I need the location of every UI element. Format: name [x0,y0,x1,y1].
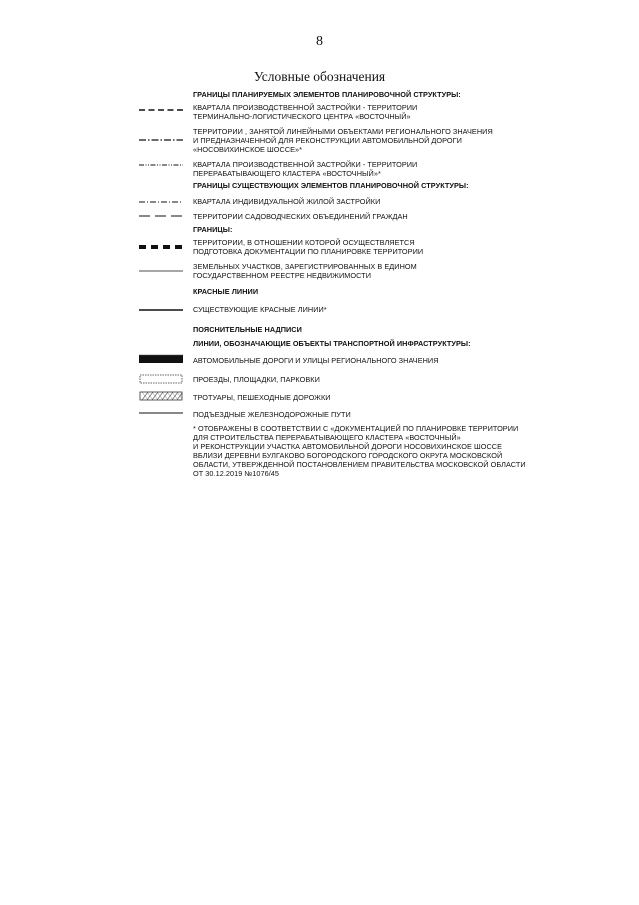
legend-item-existing-red-lines: СУЩЕСТВУЮЩИЕ КРАСНЫЕ ЛИНИИ* [193,305,327,314]
symbol-dash-dot-dot-line [139,158,183,172]
symbol-dash-dot-line [139,133,183,147]
legend-item-planning-territory-2: ПОДГОТОВКА ДОКУМЕНТАЦИИ ПО ПЛАНИРОВКЕ ТЕРРИТОРИИ [193,247,424,256]
legend-item-garden-associations: ТЕРРИТОРИИ САДОВОДЧЕСКИХ ОБЪЕДИНЕНИЙ ГРАЖДАН [193,212,408,221]
footnote-line-1: * ОТОБРАЖЕНЫ В СООТВЕТСТВИИ С «ДОКУМЕНТАЦИЕЙ ПО ПЛАНИРОВКЕ ТЕРРИТОРИИ [193,424,519,433]
legend-item-planning-territory-1: ТЕРРИТОРИИ, В ОТНОШЕНИИ КОТОРОЙ ОСУЩЕСТВЛЯЕТСЯ [193,238,415,247]
transport-heading: ЛИНИИ, ОБОЗНАЧАЮЩИЕ ОБЪЕКТЫ ТРАНСПОРТНОЙ ИНФРАСТРУКТУРЫ: [193,339,471,348]
legend-title: Условные обозначения [253,69,386,84]
legend-item-industrial-quarter-1: КВАРТАЛА ПРОИЗВОДСТВЕННОЙ ЗАСТРОЙКИ - ТЕРРИТОРИИ [193,103,418,112]
planned-elements-heading: ГРАНИЦЫ ПЛАНИРУЕМЫХ ЭЛЕМЕНТОВ ПЛАНИРОВОЧНОЙ СТРУКТУРЫ: [193,90,461,99]
symbol-driveway-box [139,372,183,386]
footnote-line-3: И РЕКОНСТРУКЦИИ УЧАСТКА АВТОМОБИЛЬНОЙ ДОРОГИ НОСОВИХИНСКОЕ ШОССЕ [193,442,503,451]
symbol-dash-dot-long-line [139,195,183,209]
legend-item-railways: ПОДЪЕЗДНЫЕ ЖЕЛЕЗНОДОРОЖНЫЕ ПУТИ [193,410,351,419]
red-lines-heading: КРАСНЫЕ ЛИНИИ [193,287,259,296]
footnote-line-6: ОТ 30.12.2019 №1076/45 [193,469,280,478]
legend-item-processing-cluster-1: КВАРТАЛА ПРОИЗВОДСТВЕННОЙ ЗАСТРОЙКИ - ТЕРРИТОРИИ [193,160,418,169]
footnote-line-2: ДЛЯ СТРОИТЕЛЬСТВА ПЕРЕРАБАТЫВАЮЩЕГО КЛАСТЕРА «ВОСТОЧНЫЙ» [193,433,461,442]
legend-item-land-plots-1: ЗЕМЕЛЬНЫХ УЧАСТКОВ, ЗАРЕГИСТРИРОВАННЫХ В ЕДИНОМ [193,262,417,271]
legend-item-linear-objects-2: И ПРЕДНАЗНАЧЕННОЙ ДЛЯ РЕКОНСТРУКЦИИ АВТОМОБИЛЬНОЙ ДОРОГИ [193,136,462,145]
page-number: 8 [316,34,323,49]
borders-heading: ГРАНИЦЫ: [193,225,233,234]
symbol-railway-line [139,406,183,420]
symbol-solid-line [139,303,183,317]
footnote-line-5: ОБЛАСТИ, УТВЕРЖДЕННОЙ ПОСТАНОВЛЕНИЕМ ПРАВИТЕЛЬСТВА МОСКОВСКОЙ ОБЛАСТИ [193,460,526,469]
symbol-long-dash-line [139,209,183,223]
symbol-dashed-line [139,103,183,117]
legend-item-individual-housing: КВАРТАЛА ИНДИВИДУАЛЬНОЙ ЖИЛОЙ ЗАСТРОЙКИ [193,197,381,206]
legend-item-processing-cluster-2: ПЕРЕРАБАТЫВАЮЩЕГО КЛАСТЕРА «ВОСТОЧНЫЙ»* [193,169,381,178]
legend-item-linear-objects-3: «НОСОВИХИНСКОЕ ШОССЕ»* [193,145,303,154]
symbol-thick-dashed-line [139,240,183,254]
symbol-road-fill [139,352,183,366]
legend-item-land-plots-2: ГОСУДАРСТВЕННОМ РЕЕСТРЕ НЕДВИЖИМОСТИ [193,271,371,280]
legend-item-driveways: ПРОЕЗДЫ, ПЛОЩАДКИ, ПАРКОВКИ [193,375,320,384]
legend-item-linear-objects-1: ТЕРРИТОРИИ , ЗАНЯТОЙ ЛИНЕЙНЫМИ ОБЪЕКТАМИ РЕГИОНАЛЬНОГО ЗНАЧЕНИЯ [193,127,493,136]
symbol-thin-solid-line [139,264,183,278]
explanatory-heading: ПОЯСНИТЕЛЬНЫЕ НАДПИСИ [193,325,302,334]
footnote-line-4: ВБЛИЗИ ДЕРЕВНИ БУЛГАКОВО БОГОРОДСКОГО ГОРОДСКОГО ОКРУГА МОСКОВСКОЙ [193,451,503,460]
existing-elements-heading: ГРАНИЦЫ СУЩЕСТВУЮЩИХ ЭЛЕМЕНТОВ ПЛАНИРОВОЧНОЙ СТРУКТУРЫ: [193,181,469,190]
symbol-sidewalk-hatch [139,389,183,403]
legend-item-sidewalks: ТРОТУАРЫ, ПЕШЕХОДНЫЕ ДОРОЖКИ [193,393,331,402]
legend-item-industrial-quarter-2: ТЕРМИНАЛЬНО-ЛОГИСТИЧЕСКОГО ЦЕНТРА «ВОСТОЧНЫЙ» [193,112,411,121]
legend-item-regional-roads: АВТОМОБИЛЬНЫЕ ДОРОГИ И УЛИЦЫ РЕГИОНАЛЬНОГО ЗНАЧЕНИЯ [193,356,439,365]
